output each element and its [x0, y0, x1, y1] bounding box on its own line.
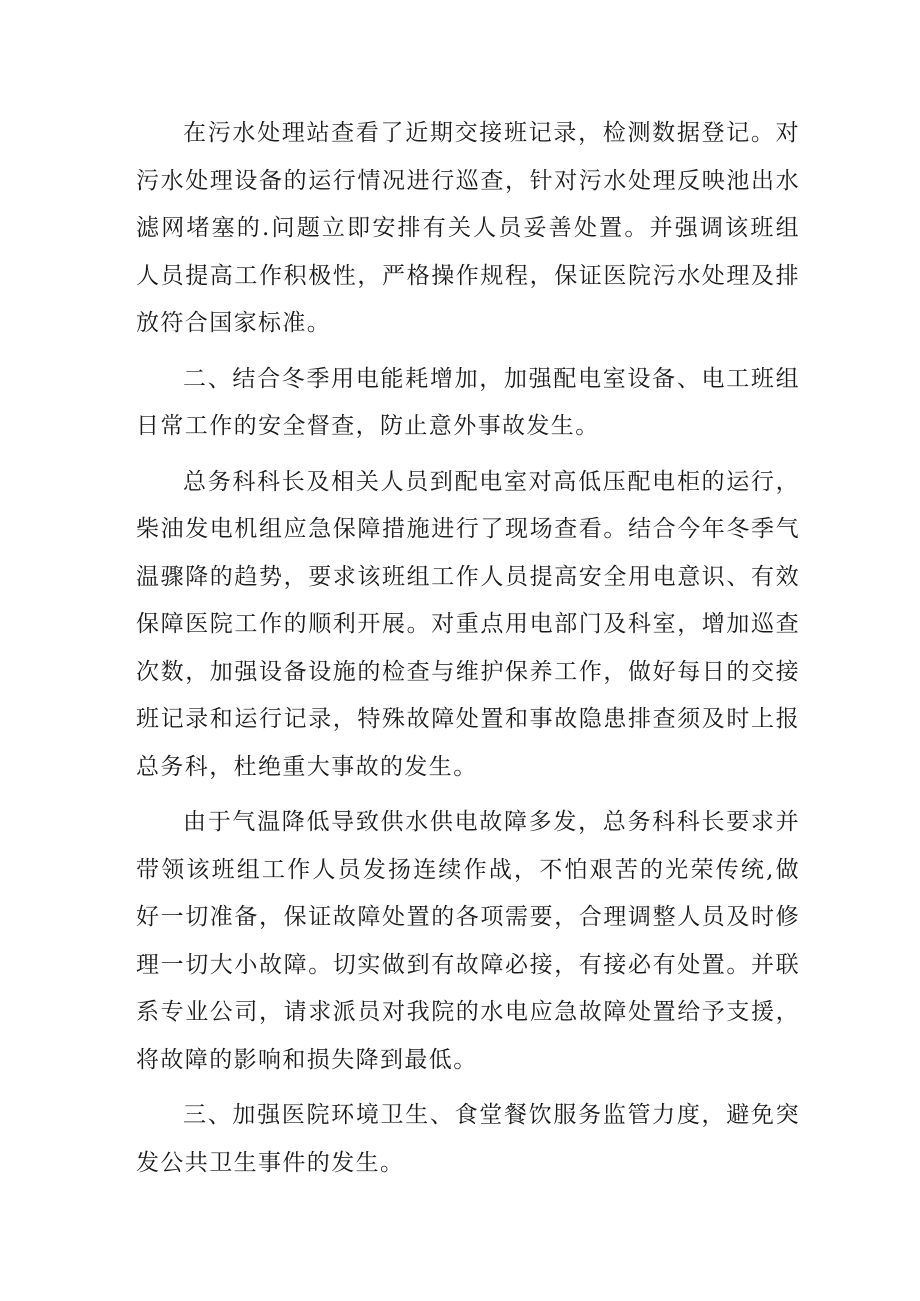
paragraph-section-two-heading: 二、结合冬季用电能耗增加，加强配电室设备、电工班组日常工作的安全督查，防止意外事故发生。 [136, 365, 800, 439]
paragraph-sewage-inspection: 在污水处理站查看了近期交接班记录，检测数据登记。对污水处理设备的运行情况进行巡查，针对污水处理反映池出水滤网堵塞的.问题立即安排有关人员妥善处置。并强调该班组人员提高工作积极性，严格操作规程，保证医院污水处理及排放符合国家标准。 [136, 120, 800, 336]
paragraph-section-three-heading: 三、加强医院环境卫生、食堂餐饮服务监管力度，避免突发公共卫生事件的发生。 [136, 1102, 800, 1176]
document-body [136, 110, 800, 1195]
paragraph-power-room-inspection: 总务科科长及相关人员到配电室对高低压配电柜的运行，柴油发电机组应急保障措施进行了现场查看。结合今年冬季气温骤降的趋势，要求该班组工作人员提高安全用电意识、有效保障医院工作的顺利开展。对重点用电部门及科室，增加巡查次数，加强设备设施的检查与维护保养工作，做好每日的交接班记录和运行记录，特殊故障处置和事故隐患排查须及时上报总务科，杜绝重大事故的发生。 [136, 468, 800, 780]
paragraph-fault-handling: 由于气温降低导致供水供电故障多发，总务科科长要求并带领该班组工作人员发扬连续作战，不怕艰苦的光荣传统,做好一切准备，保证故障处置的各项需要，合理调整人员及时修理一切大小故障。切实做到有故障必接，有接必有处置。并联系专业公司，请求派员对我院的水电应急故障处置给予支援，将故障的影响和损失降到最低。 [136, 809, 800, 1073]
